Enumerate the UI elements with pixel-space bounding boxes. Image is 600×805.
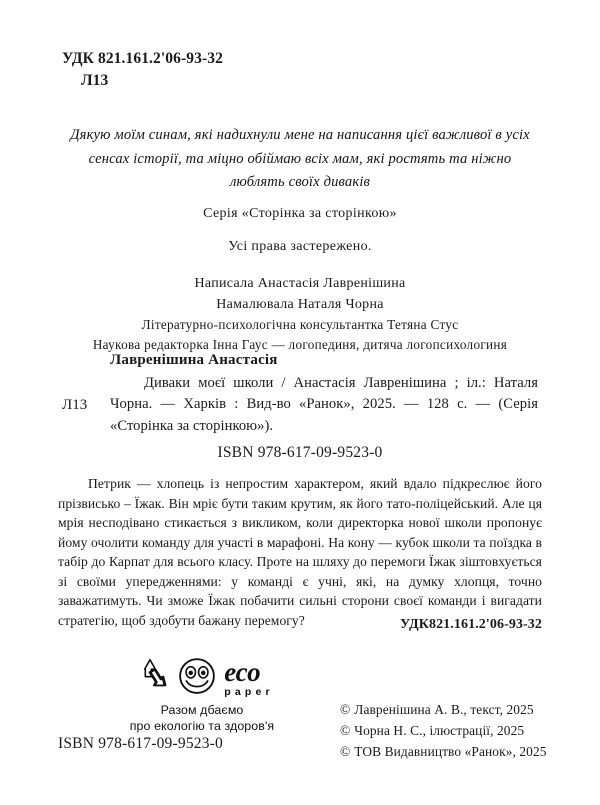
annotation-paragraph: Петрик — хлопець із непростим характером, який вдало підкреслює його прізвисько – Їжак. Він мріє бути таким крутим, як його тато-поліцейський. Але ця мрія несподівано стикається з викликом, коли директорка нової школи пропонує йому очолити команду для участі в марафоні. На кону — кубок школи та поїздка в табір до Карпат для всього класу. Проте на шляху до перемоги Їжак зіштовхується зі своїми упередженнями: у команді є учні, які, на думку хлопця, точно заважатимуть. Чи зможе Їжак побачити сильні сторони своєї команди і вигадати стратегію, щоб здобути бажану перемогу? xyxy=(58,476,542,628)
bib-author-name: Лавренішина Анастасія xyxy=(110,352,278,368)
credits-block xyxy=(30,206,570,355)
eco-paper-block xyxy=(104,656,300,735)
copyright-line xyxy=(340,700,547,721)
copyright-mark: © xyxy=(340,743,351,759)
bib-record-text: Диваки моєї школи / Анастасія Лавренішина ; іл.: Наталя Чорна. — Харків : Вид-во «Ранок», 2025. — 128 с. — (Серія «Сторінка за сторінкою»). xyxy=(110,375,538,434)
udc-sigla: Л13 xyxy=(81,72,109,90)
bib-sigla: Л13 xyxy=(62,397,88,413)
udc-code: УДК 821.161.2'06-93-32 xyxy=(62,50,223,67)
eco-caption-line1: Разом дбаємо xyxy=(160,703,244,717)
copyright-text: ТОВ Видавництво «Ранок», 2025 xyxy=(354,743,547,759)
credit-illustrated-by: Намалювала Наталя Чорна xyxy=(216,296,384,312)
copyright-text: Чорна Н. С., ілюстрації, 2025 xyxy=(354,722,525,738)
dedication-text: Дякую моїм синам, які надихнули мене на написання цієї важливої в усіх сенсах історії, та міцно обіймаю всіх мам, які ростять та ніжно люблять своїх диваків xyxy=(70,127,530,191)
copyright-block xyxy=(340,700,547,763)
annotation-udc-code: УДК821.161.2'06-93-32 xyxy=(400,617,542,632)
credit-literary-consultant: Літературно-психологічна консультантка Тетяна Стус xyxy=(141,317,459,333)
eco-caption-line2: про екологію та здоров'я xyxy=(129,718,275,733)
copyright-text: Лавренішина А. В., текст, 2025 xyxy=(354,702,534,717)
copyright-line xyxy=(340,721,547,742)
bib-isbn: ISBN 978-617-09-9523-0 xyxy=(217,443,383,461)
bib-body xyxy=(62,373,538,437)
copyright-mark: © xyxy=(340,702,351,717)
smiley-face-icon xyxy=(177,656,217,701)
rights-reserved-note: Усі права застережено. xyxy=(228,239,372,254)
eco-wordmark-sub: paper xyxy=(224,685,274,698)
eco-paper-wordmark xyxy=(224,656,274,698)
bibliographic-record xyxy=(62,352,538,462)
credit-written-by: Написала Анастасія Лавренішина xyxy=(194,276,406,291)
footer-isbn: ISBN 978-617-09-9523-0 xyxy=(58,735,223,752)
copyright-line xyxy=(340,742,547,763)
udc-header-block xyxy=(62,48,223,93)
eco-caption xyxy=(104,703,300,735)
series-name: Серія «Сторінка за сторінкою» xyxy=(203,206,397,221)
copyright-mark: © xyxy=(340,722,351,738)
credit-science-editor: Наукова редакторка Інна Гаус — логопединя, дитяча логопсихологиня xyxy=(92,336,508,352)
eco-wordmark-main: eco xyxy=(224,656,261,687)
eco-logos-row xyxy=(104,656,300,700)
recycle-icon xyxy=(130,656,170,701)
